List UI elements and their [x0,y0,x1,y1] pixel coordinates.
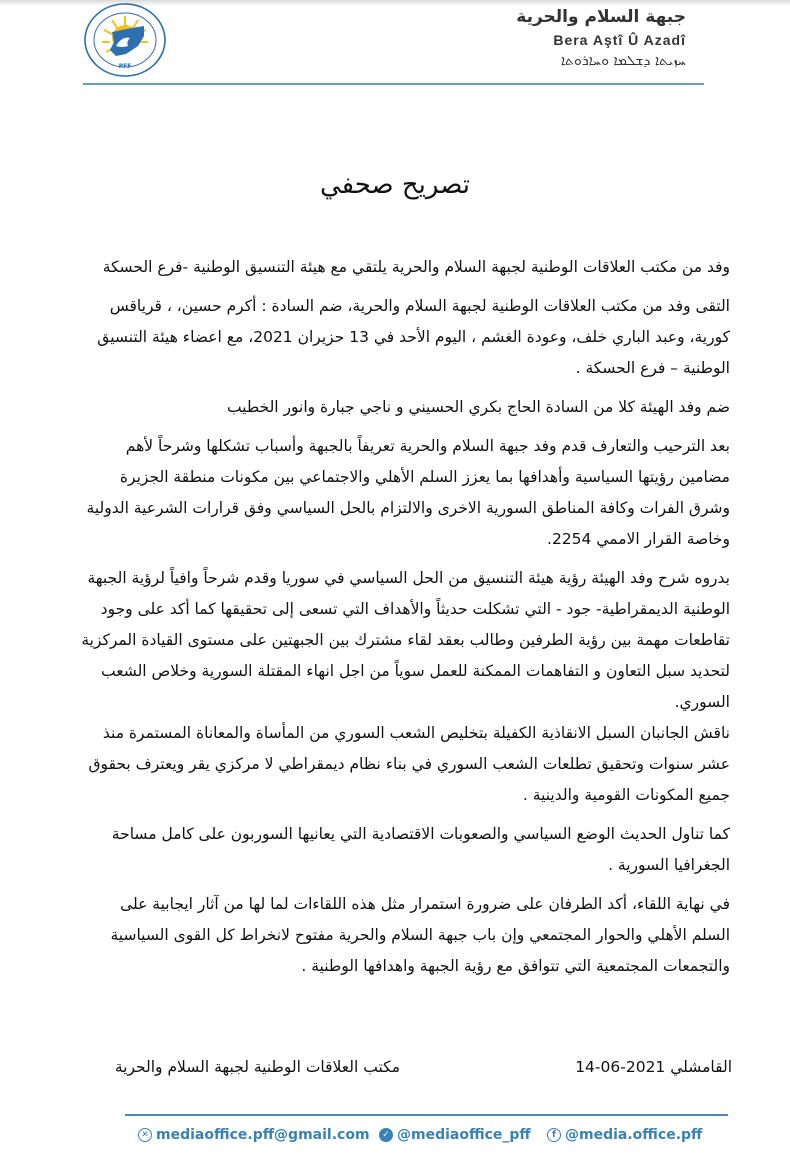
pff-logo [82,2,168,78]
facebook-icon: f [547,1128,561,1142]
body-paragraph: بعد الترحيب والتعارف قدم وفد جبهة السلام والحرية تعريفاً بالجبهة وأسباب تشكلها وشرحاً لأهم مضامين رؤيتها السياسية وأهدافها بما يعزز السلم الأهلي والاجتماعي بين مكونات منطقة الجزيرة وشرق الفرات وكافة المناطق السورية الاخرى والالتزام بالحل السياسي وفق قرارات الشرعية الدولية وخاصة القرار الاممي 2254. [86,437,730,548]
footer-divider [125,1114,728,1116]
mail-icon: ✕ [138,1128,152,1142]
twitter-contact[interactable] [379,1127,531,1143]
document-title: تصريح صحفي [319,170,471,200]
email-contact[interactable] [138,1127,370,1143]
header-divider [83,83,704,85]
org-name-syriac: ܚܙܝܬܐ ܕܫܠܡܐ ܘܚܐܪܘܬܐ [560,53,686,69]
org-name-arabic: جبهة السلام والحرية [516,7,686,27]
twitter-handle[interactable]: @mediaoffice_pff [397,1127,531,1143]
facebook-contact[interactable] [547,1127,702,1143]
body-paragraph: التقى وفد من مكتب العلاقات الوطنية لجبهة السلام والحرية، ضم السادة : أكرم حسين، ، قرياقس كورية، وعبد الباري خلف، وعودة الغشم ، اليوم الأحد في 13 حزيران 2021، مع اعضاء هيئة التنسيق الوطنية – فرع الحسكة . [97,297,730,377]
facebook-handle[interactable]: @media.office.pff [565,1127,703,1143]
body-paragraph: بدروه شرح وفد الهيئة رؤية هيئة التنسيق من الحل السياسي في سوريا وقدم شرحاً وافياً لرؤية الجبهة الوطنية الديمقراطية- جود - التي تشكلت حديثاً والأهداف التي تسعى إلى تحقيقها كما أكد على وجود تقاطعات مهمة بين رؤية الطرفين وطالب بعقد لقاء مشترك بين الجبهتين على مستوى القيادة المركزية لتحديد سبل التعاون و التفاهمات الممكنة للعمل سوياً من اجل انهاء المقتلة السورية وخلاص الشعب السوري. [81,569,730,711]
body-paragraph: كما تناول الحديث الوضع السياسي والصعوبات الاقتصادية التي يعانيها السوربون على كامل مساحة الجغرافيا السورية . [111,825,730,874]
body-paragraph: في نهاية اللقاء، أكد الطرفان على ضرورة استمرار مثل هذه اللقاءات لما لها من آثار ايجابية على السلم الأهلي والحوار المجتمعي وإن باب جبهة السلام والحرية مفتوح لانخراط كل القوى السياسية والتجمعات المجتمعية التي تتوافق مع رؤية الجبهة واهدافها الوطنية . [110,895,730,975]
headline-paragraph: وفد من مكتب العلاقات الوطنية لجبهة السلام والحرية يلتقي مع هيئة التنسيق الوطنية -فرع الحسكة [102,258,730,276]
email-text[interactable]: mediaoffice.pff@gmail.com [156,1127,370,1143]
logo-abbr: PFF [118,63,132,70]
body-paragraph: ضم وفد الهيئة كلا من السادة الحاج بكري الحسيني و ناجي جبارة وانور الخطيب [226,398,730,416]
org-header [516,6,686,70]
place-date: القامشلي 2021-06-14 [575,1058,732,1076]
twitter-icon: ✓ [379,1128,393,1142]
press-release-body [78,252,730,982]
body-paragraph: ناقش الجانبان السبل الانقاذية الكفيلة بتخليص الشعب السوري من المأساة والمعاناة المستمرة منذ عشر سنوات وتحقيق تطلعات الشعب السوري في بناء نظام ديمقراطي لا مركزي يقر ويعترف بحقوق جميع المكونات القومية والدينية . [88,724,730,804]
issuing-office: مكتب العلاقات الوطنية لجبهة السلام والحرية [114,1058,400,1076]
org-name-kurdish: Bera Aştî Û Azadî [553,32,686,48]
